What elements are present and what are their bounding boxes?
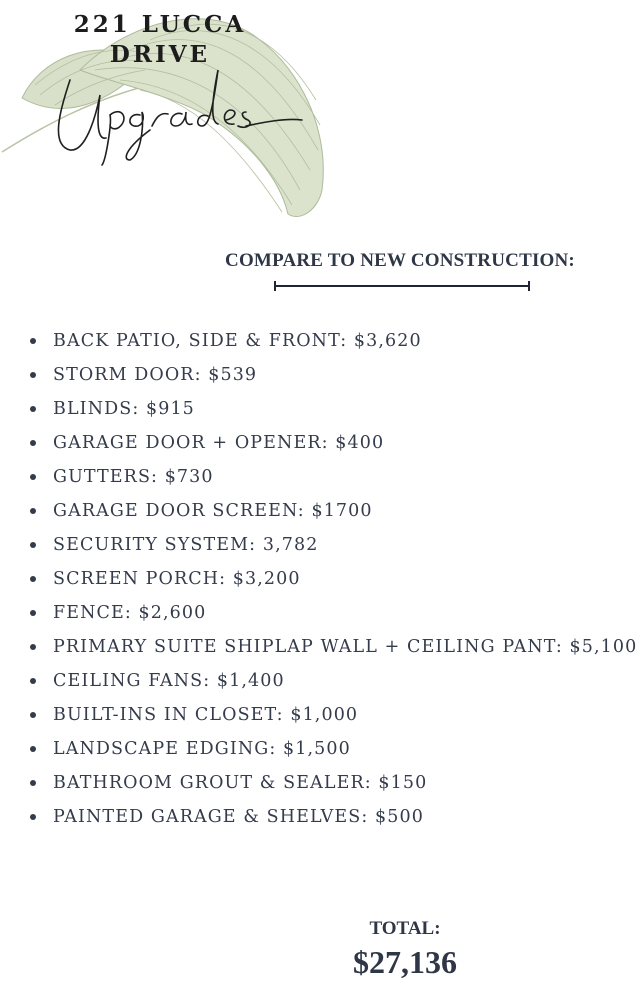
page-title-line-2: DRIVE [109, 41, 211, 68]
upgrades-list [30, 324, 640, 834]
list-item: FENCE: $2,600 [30, 596, 640, 630]
list-item: SCREEN PORCH: $3,200 [30, 562, 640, 596]
list-item: BLINDS: $915 [30, 392, 640, 426]
list-item: GUTTERS: $730 [30, 460, 640, 494]
list-item: PRIMARY SUITE SHIPLAP WALL + CEILING PANT: $5,100 [30, 630, 640, 664]
list-item: GARAGE DOOR + OPENER: $400 [30, 426, 640, 460]
compare-subheading: COMPARE TO NEW CONSTRUCTION: [225, 250, 575, 271]
list-item: BUILT-INS IN CLOSET: $1,000 [30, 698, 640, 732]
list-item: STORM DOOR: $539 [30, 358, 640, 392]
list-item: PAINTED GARAGE & SHELVES: $500 [30, 800, 640, 834]
page-title-line-1: 221 LUCCA [73, 11, 247, 38]
list-item: LANDSCAPE EDGING: $1,500 [30, 732, 640, 766]
list-item: SECURITY SYSTEM: 3,782 [30, 528, 640, 562]
upgrades-script-lettering [40, 60, 310, 170]
list-item: CEILING FANS: $1,400 [30, 664, 640, 698]
divider-rule [274, 285, 530, 287]
list-item: BATHROOM GROUT & SEALER: $150 [30, 766, 640, 800]
list-item: BACK PATIO, SIDE & FRONT: $3,620 [30, 324, 640, 358]
list-item: GARAGE DOOR SCREEN: $1700 [30, 494, 640, 528]
total-label: TOTAL: [369, 918, 441, 939]
total-value: $27,136 [353, 944, 457, 980]
